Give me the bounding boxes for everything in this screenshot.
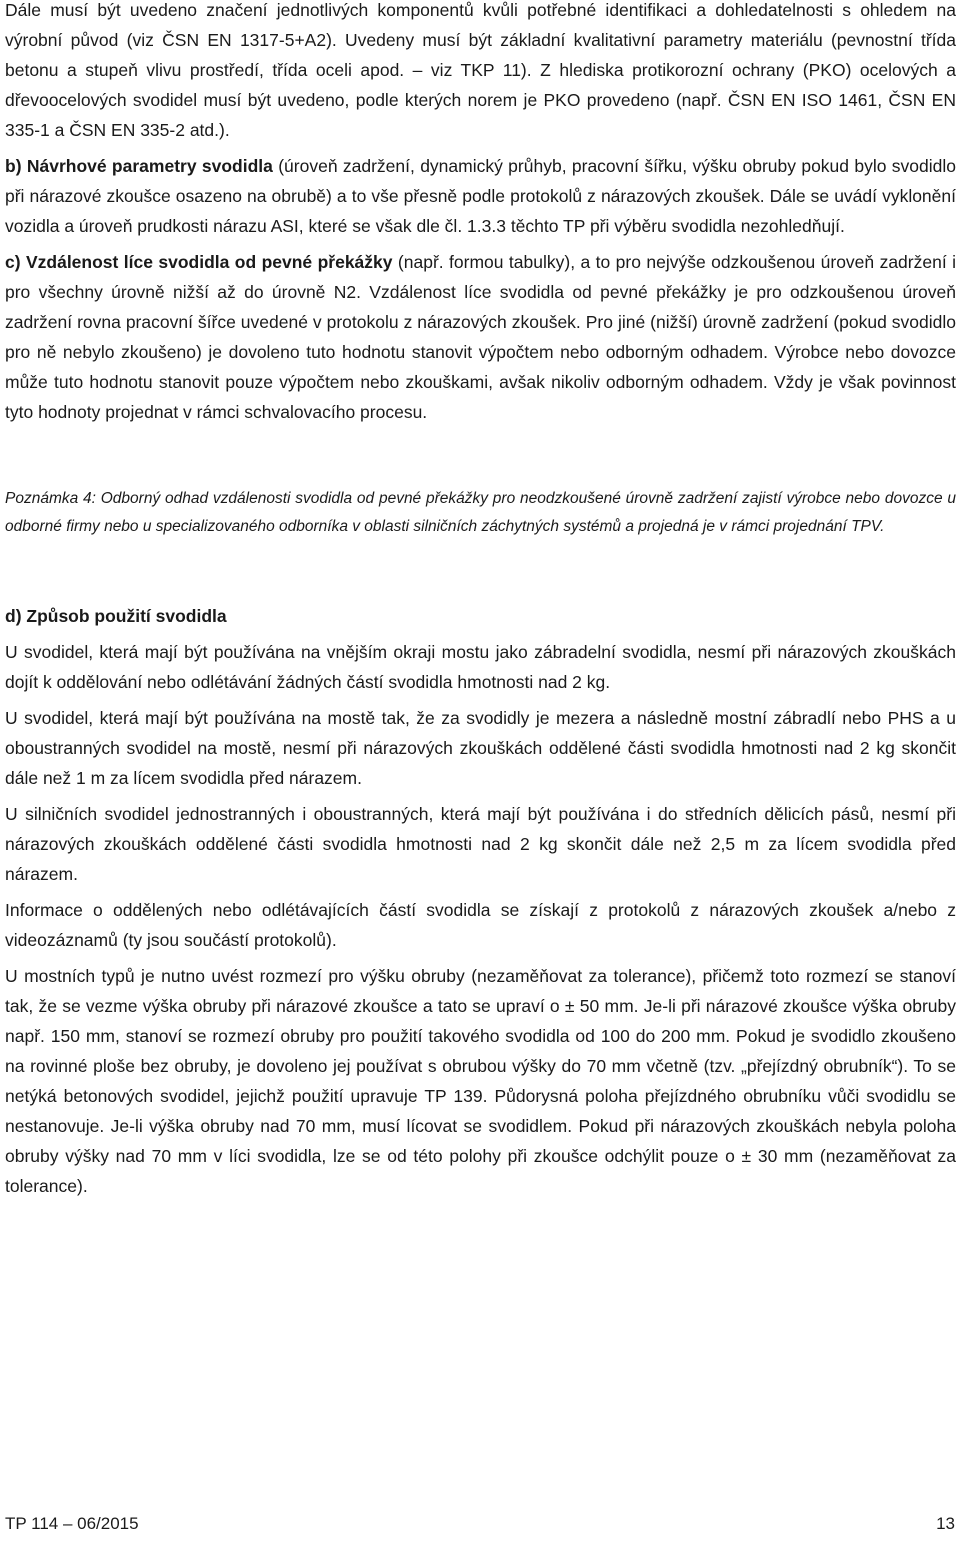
heading-c: c) Vzdálenost líce svodidla od pevné překážky (5, 252, 393, 272)
paragraph-d4: Informace o oddělených nebo odlétávajících částí svodidla se získají z protokolů z nárazových zkoušek a/nebo z videozáznamů (ty jsou součástí protokolů). (5, 900, 956, 950)
paragraph-c-text: (např. formou tabulky), a to pro nejvýše odzkoušenou úroveň zadržení i pro všechny úrovně nižší až do úrovně N2. Vzdálenost líce svodidla od pevné překážky je pro odzkoušenou úroveň zadržení rovna pracovní šířce uvedené v protokolu z nárazových zkoušek. Pro jiné (nižší) úrovně zadržení (pokud svodidlo pro ně nebylo zkoušeno) je dovoleno tuto hodnotu stanovit výpočtem nebo odborným odhadem. Výrobce nebo dovozce může tuto hodnotu stanovit pouze výpočtem nebo zkouškami, avšak nikoliv odborným odhadem. Vždy je však povinnost tyto hodnoty projednat v rámci schvalovacího procesu. (5, 252, 956, 422)
paragraph-d3: U silničních svodidel jednostranných i oboustranných, která mají být používána i do středních dělicích pásů, nesmí při nárazových zkouškách oddělené části svodidla hmotnosti nad 2 kg skončit dále než 2,5 m za lícem svodidla před nárazem. (5, 804, 956, 884)
paragraph-d1: U svodidel, která mají být používána na vnějším okraji mostu jako zábradelní svodidla, nesmí při nárazových zkouškách dojít k oddělování nebo odlétávání žádných částí svodidla hmotnosti nad 2 kg. (5, 642, 956, 692)
paragraph-b-text: (úroveň zadržení, dynamický průhyb, pracovní šířku, výšku obruby pokud bylo svodidlo při nárazové zkoušce osazeno na obrubě) a to vše přesně podle protokolů z nárazových zkoušek. Dále se uvádí vyklonění vozidla a úroveň prudkosti nárazu ASI, které se však dle čl. 1.3.3 těchto TP při výběru svodidla nezohledňují. (5, 156, 956, 236)
page-number: 13 (936, 1514, 955, 1533)
heading-b: b) Návrhové parametry svodidla (5, 156, 273, 176)
paragraph-d5: U mostních typů je nutno uvést rozmezí pro výšku obruby (nezaměňovat za tolerance), přičemž toto rozmezí se stanoví tak, že se vezme výška obruby při nárazové zkoušce a tato se upraví o ± 50 mm. Je-li při nárazové zkoušce výška obruby např. 150 mm, stanoví se rozmezí obruby pro použití takového svodidla od 100 do 200 mm. Pokud je svodidlo zkoušeno na rovinné ploše bez obruby, je dovoleno jej používat s obrubou výšky do 70 mm včetně (tzv. „přejízdný obrubník“). To se netýká betonových svodidel, jejichž použití upravuje TP 139. Půdorysná poloha přejízdného obrubníku vůči svodidlu se nestanovuje. Je-li výška obruby nad 70 mm, musí lícovat se svodidlem. Pokud při nárazových zkouškách nebyla poloha obruby výšky nad 70 mm v líci svodidla, lze se od této polohy při zkoušce odchýlit pouze o ± 30 mm (nezaměňovat za tolerance). (5, 966, 956, 1196)
paragraph-obstacle-distance (5, 247, 956, 427)
heading-d: d) Způsob použití svodidla (5, 606, 227, 626)
document-page (5, 0, 956, 1201)
footer-document-id: TP 114 – 06/2015 (5, 1514, 139, 1533)
note-4: Poznámka 4: Odborný odhad vzdálenosti svodidla od pevné překážky pro neodzkoušené úrovně zadržení zajistí výrobce nebo dovozce u odborné firmy nebo u specializovaného odborníka v oblasti silničních záchytných systémů a projedná je v rámci projednání TPV. (5, 490, 956, 535)
paragraph-d2: U svodidel, která mají být používána na mostě tak, že za svodidly je mezera a následně mostní zábradlí nebo PHS a u oboustranných svodidel na mostě, nesmí při nárazových zkouškách oddělené části svodidla hmotnosti nad 2 kg skončit dále než 1 m za lícem svodidla před nárazem. (5, 708, 956, 788)
paragraph-components-marking: Dále musí být uvedeno značení jednotlivých komponentů kvůli potřebné identifikaci a dohledatelnosti s ohledem na výrobní původ (viz ČSN EN 1317-5+A2). Uvedeny musí být základní kvalitativní parametry materiálu (pevnostní třída betonu a stupeň vlivu prostředí, třída oceli apod. – viz TKP 11). Z hlediska protikorozní ochrany (PKO) ocelových a dřevoocelových svodidel musí být uvedeno, podle kterých norem je PKO provedeno (např. ČSN EN ISO 1461, ČSN EN 335-1 a ČSN EN 335-2 atd.). (5, 0, 956, 140)
page-footer (5, 1514, 955, 1534)
paragraph-design-parameters (5, 151, 956, 241)
